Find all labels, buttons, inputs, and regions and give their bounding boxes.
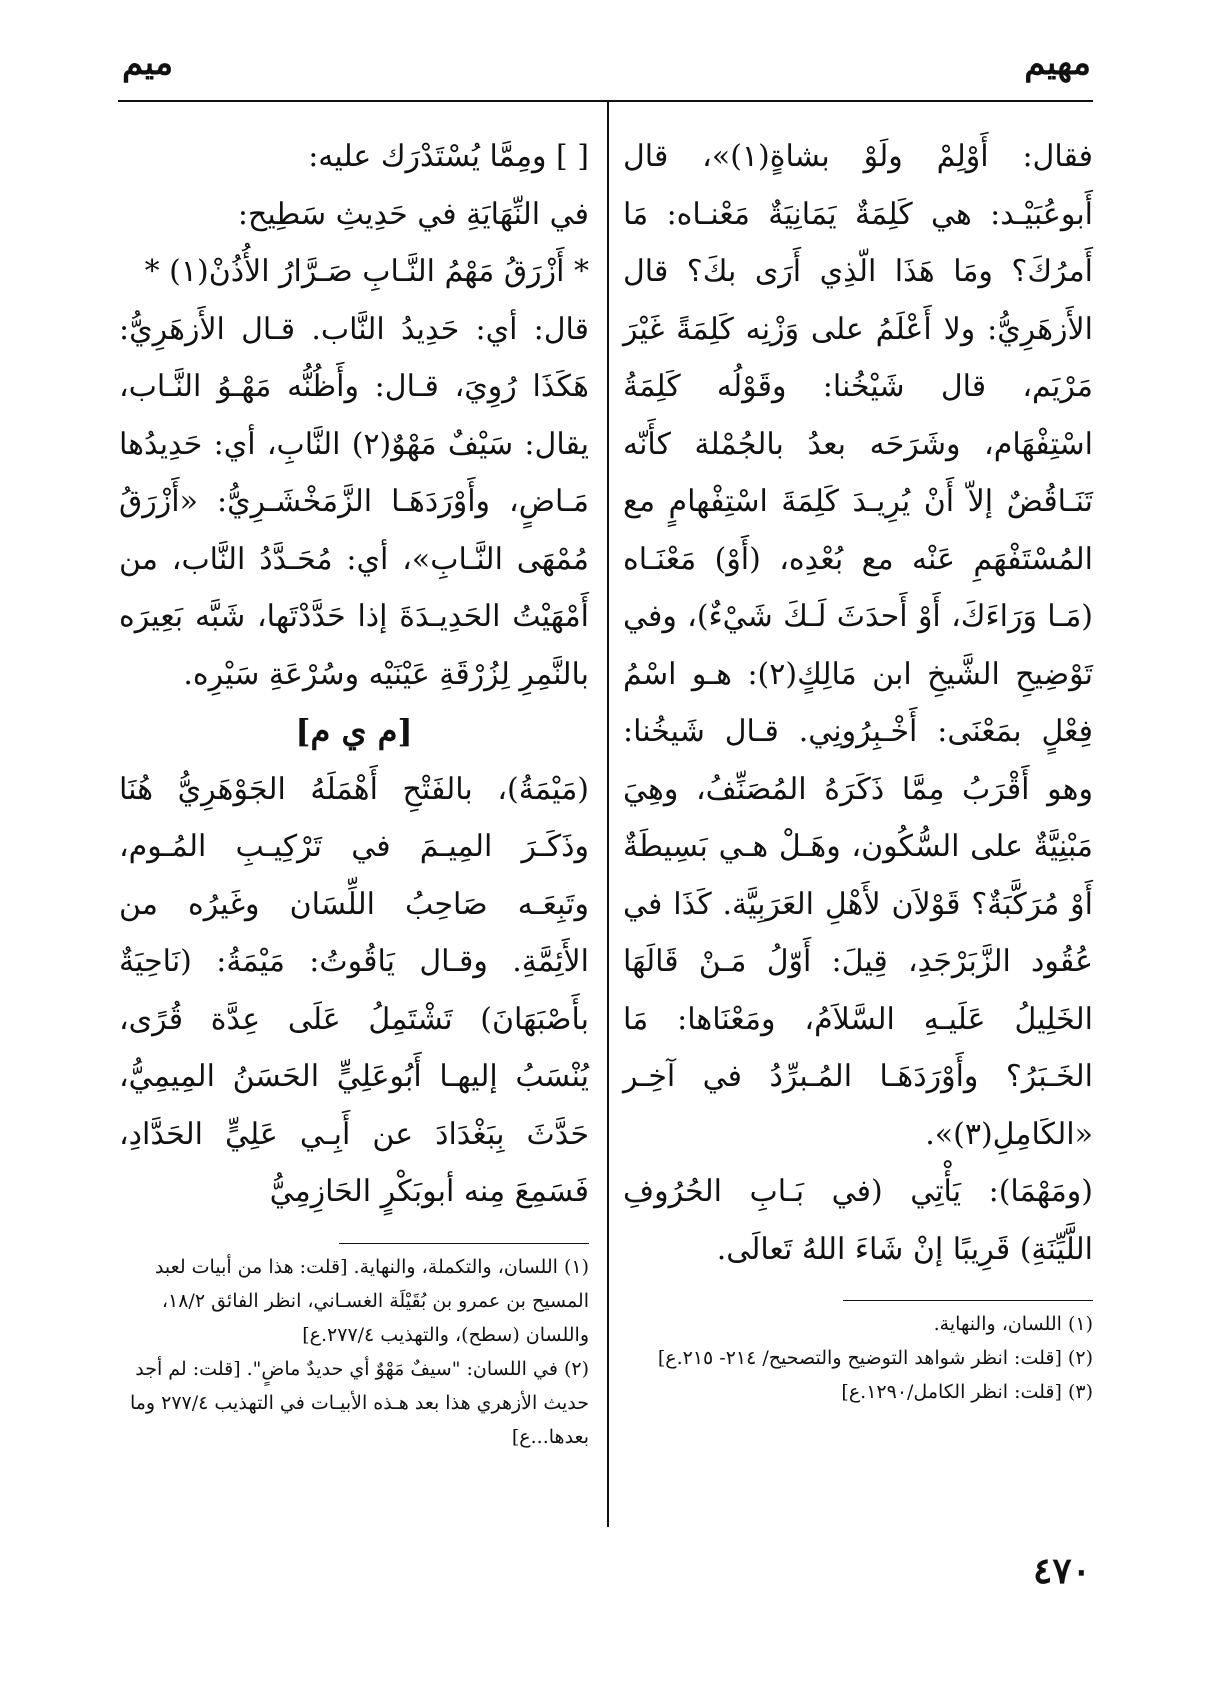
entry-paragraph: (مَيْمَةُ)، بالفَتْحِ أَهْمَلَهُ الجَوْهَرِيُّ هُنَا وذَكَـرَ المِيـمَ في تَرْكِيـبِ المُـوم، وتَبِعَـه صَاحِبُ اللِّسَان وغَيرُه من الأَئِمَّةِ. وقـال يَاقُوتُ: مَيْمَةُ: (نَاحِيَةٌ بأَصْبَهَانَ) تَشْتَمِلُ عَلَى عِدَّة قُرًى، يُنْسَبُ إليهـا أَبُوعَلِيٍّ الحَسَنُ المِيمِيُّ، حَدَّثَ بِبَغْدَادَ عن أَبِـي عَلِيٍّ الحَدَّادِ، فَسَمِعَ مِنه أبوبَكْرٍ الحَازِمِيُّ	[119, 771, 589, 1209]
column-divider	[607, 102, 609, 1527]
right-column	[623, 128, 1093, 1409]
left-paragraph-2: في النِّهَايَةِ في حَدِيثِ سَطِيح:	[237, 196, 589, 232]
left-footnote-1: (١) اللسان، والتكملة، والنهاية. [قلت: هذا من أبيات لعبد المسيح بن عمرو بن بُقَيْلَة الغسـاني، انظر الفائق ١٨/٢، واللسان (سطح)، والتهذيب ٢٧٧/٤.ع]	[154, 1255, 589, 1346]
header-rule	[118, 100, 1093, 102]
entry-heading: [م ي م]	[295, 712, 413, 750]
right-paragraph-2: (ومَهْمَا): يَأْتِي (في بَـابِ الحُرُوفِ اللَّيِّنَةِ) قَرِيبًا إنْ شَاءَ اللهُ تَعالَى.	[623, 1174, 1093, 1267]
page-number: ٤٧٠	[1032, 1550, 1091, 1592]
left-verse: * أَزْرَقُ مَهْمُ النَّـابِ صَـرَّارُ الأُذُنْ(١) *	[144, 254, 589, 289]
right-footnote-1: (١) اللسان، والنهاية.	[933, 1313, 1093, 1335]
left-footnote-rule	[339, 1243, 589, 1244]
right-footnote-3: (٣) [قلت: انظر الكامل/١٢٩٠.ع]	[841, 1381, 1093, 1403]
right-paragraph-1: فقال: أَوْلِمْ ولَوْ بشاةٍ(١)»، قال أَبوعُبَيْـد: هي كَلِمَةٌ يَمَانِيَةٌ مَعْنـاه: مَا أَمرُكَ؟ ومَا هَذَا الّذِي أَرَى بكَ؟ قال الأَزهَرِيُّ: ولا أَعْلَمُ على وَزْنِه كَلِمَةً غَيْرَ مَرْيَم، قال شَيْخُنا: وقَوْلُه كَلِمَةُ اسْتِفْهَام، وشَرَحَه بعدُ بالجُمْلة كأَنّه تَنَـاقُضٌ إلاّ أَنْ يُرِيـدَ كَلِمَةَ اسْتِفْهامٍ مع المُسْتَفْهَمِ عَنْه مع بُعْدِه، (أَوْ) مَعْنَـاه (مَـا وَرَاءَكَ، أَوْ أَحدَثَ لَـكَ شَيْءٌ)، وفي تَوْضِيحِ الشَّيخِ ابن مَالِكٍ(٢): هـو اسْمُ فِعْلٍ بمَعْنَى: أَخْـبِرُونِي. قـال شَيخُنا: وهو أَقْرَبُ مِمَّا ذَكَرَهُ المُصَنِّفُ، وهِيَ مَبْنِيَّةٌ على السُّكُون، وهَـلْ هـي بَسِيطَةٌ أَوْ مُرَكَّبَةٌ؟ قَوْلاَن لأَهْلِ العَرَبِيَّة. كَذَا في عُقُود الزَّبَرْجَدِ، قِيلَ: أَوّلُ مَـنْ قَالَهَا الخَلِيلُ عَلَيـهِ السَّلاَمُ، ومَعْنَاها: مَا الخَـبَرُ؟ وأَوْرَدَهَـا المُـبرِّدُ في آخِـر «الكَامِلِ(٣)».	[623, 139, 1094, 1152]
left-footnotes	[119, 1250, 589, 1454]
right-footnotes	[623, 1307, 1093, 1409]
header-right-word: مهيم	[1024, 43, 1091, 83]
left-paragraph-1: [ ] ومِمَّا يُسْتَدْرَك عليه:	[308, 139, 589, 174]
left-column	[119, 128, 589, 1454]
left-footnote-2: (٢) في اللسان: "سيفٌ مَهْوٌ أي حديدٌ ماضٍ". [قلت: لم أجد حديث الأزهري هذا بعد هـذه الأبيـات في التهذيب ٢٧٧/٤ وما بعدها...ع]	[129, 1357, 589, 1448]
right-footnote-rule	[843, 1300, 1093, 1301]
left-paragraph-3: قال: أي: حَدِيدُ النَّاب. قـال الأَزهَرِيُّ: هَكَذَا رُوِيَ، قـال: وأَظُنُّه مَهْـوُ النَّـاب، يقال: سَيْفٌ مَهْوٌ(٢) النَّابِ، أي: حَدِيدُها مَـاضٍ، وأَوْرَدَهَـا الزَّمَخْشَـرِيُّ: «أَزْرَقُ مُمْهَى النَّـابِ»، أي: مُحَـدَّدُ النَّاب، من أَمْهَيْتُ الحَدِيـدَةَ إذا حَدَّدْتَها، شَبَّه بَعِيرَه بالنَّمِرِ لِزُرْقَةِ عَيْنَيْه وسُرْعَةِ سَيْرِه.	[119, 311, 589, 692]
right-footnote-2: (٢) [قلت: انظر شواهد التوضيح والتصحيح/ ٢١٤- ٢١٥.ع]	[657, 1347, 1093, 1369]
header-left-word: ميم	[122, 43, 174, 83]
